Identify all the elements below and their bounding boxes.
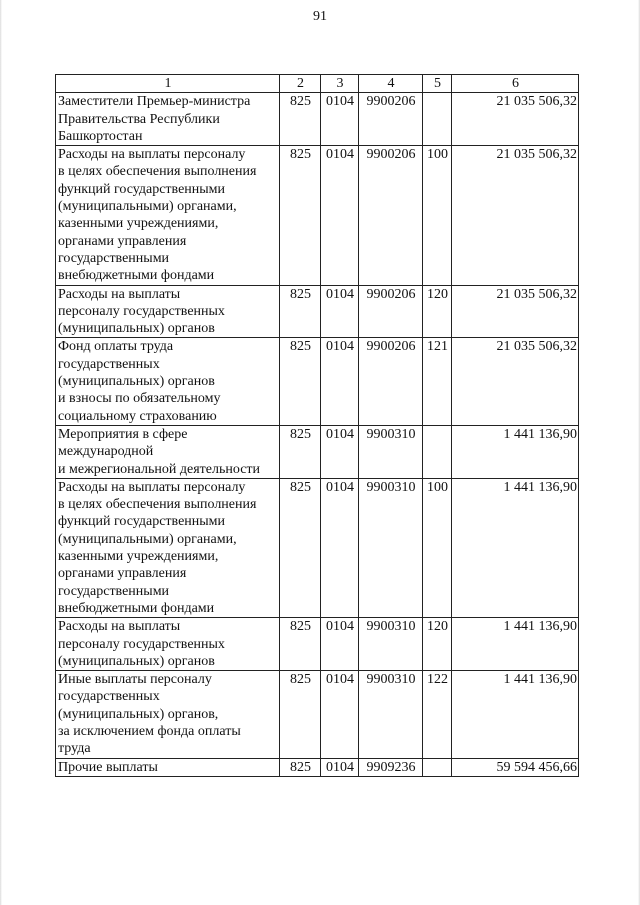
target-article-cell: 9900310 — [359, 478, 423, 617]
table-row — [56, 758, 579, 776]
expense-name-line: Мероприятия в сфере — [58, 426, 188, 442]
expense-name-cell — [56, 618, 280, 671]
ministry-code-cell: 825 — [280, 671, 321, 758]
table-row — [56, 478, 579, 617]
ministry-code-cell: 825 — [280, 146, 321, 285]
expense-name-line: казенными учреждениями, — [58, 216, 219, 232]
expense-name-line: социальному страхованию — [58, 408, 217, 424]
target-article-cell: 9900206 — [359, 285, 423, 338]
budget-table — [55, 74, 579, 777]
expense-name-line: Башкортостан — [58, 128, 143, 144]
expense-type-cell: 100 — [423, 146, 452, 285]
expense-name-line: внебюджетными фондами — [58, 600, 215, 616]
expense-name-line: Прочие выплаты — [58, 759, 158, 775]
target-article-cell: 9900310 — [359, 618, 423, 671]
expense-type-cell — [423, 758, 452, 776]
section-code-cell: 0104 — [321, 671, 359, 758]
expense-name-line: казенными учреждениями, — [58, 549, 219, 565]
amount-cell: 21 035 506,32 — [452, 285, 579, 338]
expense-type-cell: 121 — [423, 338, 452, 425]
ministry-code-cell: 825 — [280, 338, 321, 425]
expense-name-cell — [56, 338, 280, 425]
header-cell-5: 5 — [423, 75, 452, 93]
amount-cell: 1 441 136,90 — [452, 425, 579, 478]
expense-name-line: и взносы по обязательному — [58, 391, 221, 407]
expense-name-cell — [56, 671, 280, 758]
expense-name-cell — [56, 285, 280, 338]
section-code-cell: 0104 — [321, 146, 359, 285]
expense-name-line: за исключением фонда оплаты — [58, 723, 241, 739]
section-code-cell: 0104 — [321, 93, 359, 146]
expense-name-line: персоналу государственных — [58, 636, 225, 652]
amount-cell: 21 035 506,32 — [452, 93, 579, 146]
expense-type-cell — [423, 93, 452, 146]
expense-type-cell: 100 — [423, 478, 452, 617]
expense-name-cell — [56, 758, 280, 776]
expense-name-line: персоналу государственных — [58, 303, 225, 319]
expense-name-line: Правительства Республики — [58, 111, 220, 127]
expense-name-line: внебюджетными фондами — [58, 268, 215, 284]
expense-type-cell — [423, 425, 452, 478]
header-cell-4: 4 — [359, 75, 423, 93]
ministry-code-cell: 825 — [280, 478, 321, 617]
expense-name-line: функций государственными — [58, 514, 226, 530]
target-article-cell: 9900206 — [359, 338, 423, 425]
table-row — [56, 285, 579, 338]
expense-name-line: государственными — [58, 583, 170, 599]
section-code-cell: 0104 — [321, 758, 359, 776]
header-cell-6: 6 — [452, 75, 579, 93]
target-article-cell: 9900310 — [359, 425, 423, 478]
table-row — [56, 671, 579, 758]
expense-name-line: (муниципальными) органами, — [58, 531, 237, 547]
table-body — [56, 93, 579, 777]
expense-type-cell: 120 — [423, 285, 452, 338]
expense-name-line: Заместители Премьер-министра — [58, 94, 251, 110]
amount-cell: 1 441 136,90 — [452, 618, 579, 671]
table-row — [56, 425, 579, 478]
target-article-cell: 9900310 — [359, 671, 423, 758]
expense-name-line: Расходы на выплаты — [58, 286, 181, 302]
expense-name-line: международной — [58, 444, 154, 460]
expense-name-cell — [56, 425, 280, 478]
expense-name-line: государственных — [58, 356, 160, 372]
section-code-cell: 0104 — [321, 338, 359, 425]
table-row — [56, 338, 579, 425]
ministry-code-cell: 825 — [280, 758, 321, 776]
expense-name-line: (муниципальных) органов — [58, 321, 215, 337]
amount-cell: 59 594 456,66 — [452, 758, 579, 776]
page-number: 91 — [313, 9, 327, 24]
table-row — [56, 618, 579, 671]
expense-type-cell: 122 — [423, 671, 452, 758]
ministry-code-cell: 825 — [280, 618, 321, 671]
target-article-cell: 9900206 — [359, 93, 423, 146]
expense-name-cell — [56, 146, 280, 285]
expense-name-line: Фонд оплаты труда — [58, 339, 174, 355]
expense-name-line: Иные выплаты персоналу — [58, 672, 212, 688]
expense-name-line: (муниципальными) органами, — [58, 199, 237, 215]
section-code-cell: 0104 — [321, 425, 359, 478]
ministry-code-cell: 825 — [280, 285, 321, 338]
scan-edge-left — [0, 0, 2, 905]
amount-cell: 21 035 506,32 — [452, 338, 579, 425]
table-row — [56, 146, 579, 285]
expense-name-line: органами управления — [58, 233, 187, 249]
expense-name-line: (муниципальных) органов, — [58, 706, 219, 722]
expense-name-line: органами управления — [58, 566, 187, 582]
expense-name-line: в целях обеспечения выполнения — [58, 164, 257, 180]
header-cell-3: 3 — [321, 75, 359, 93]
expense-name-line: государственных — [58, 689, 160, 705]
header-row — [56, 75, 579, 93]
table-row — [56, 93, 579, 146]
expense-name-line: труда — [58, 741, 91, 757]
amount-cell: 1 441 136,90 — [452, 671, 579, 758]
expense-name-line: и межрегиональной деятельности — [58, 461, 261, 477]
expense-name-cell — [56, 93, 280, 146]
expense-name-cell — [56, 478, 280, 617]
section-code-cell: 0104 — [321, 478, 359, 617]
target-article-cell: 9900206 — [359, 146, 423, 285]
expense-name-line: Расходы на выплаты персоналу — [58, 479, 246, 495]
expense-type-cell: 120 — [423, 618, 452, 671]
expense-name-line: (муниципальных) органов — [58, 374, 215, 390]
expense-name-line: государственными — [58, 250, 170, 266]
target-article-cell: 9909236 — [359, 758, 423, 776]
header-cell-1: 1 — [56, 75, 280, 93]
section-code-cell: 0104 — [321, 618, 359, 671]
ministry-code-cell: 825 — [280, 93, 321, 146]
header-cell-2: 2 — [280, 75, 321, 93]
expense-name-line: функций государственными — [58, 181, 226, 197]
amount-cell: 21 035 506,32 — [452, 146, 579, 285]
expense-name-line: Расходы на выплаты персоналу — [58, 147, 246, 163]
section-code-cell: 0104 — [321, 285, 359, 338]
expense-name-line: в целях обеспечения выполнения — [58, 497, 257, 513]
expense-name-line: (муниципальных) органов — [58, 653, 215, 669]
ministry-code-cell: 825 — [280, 425, 321, 478]
expense-name-line: Расходы на выплаты — [58, 619, 181, 635]
amount-cell: 1 441 136,90 — [452, 478, 579, 617]
